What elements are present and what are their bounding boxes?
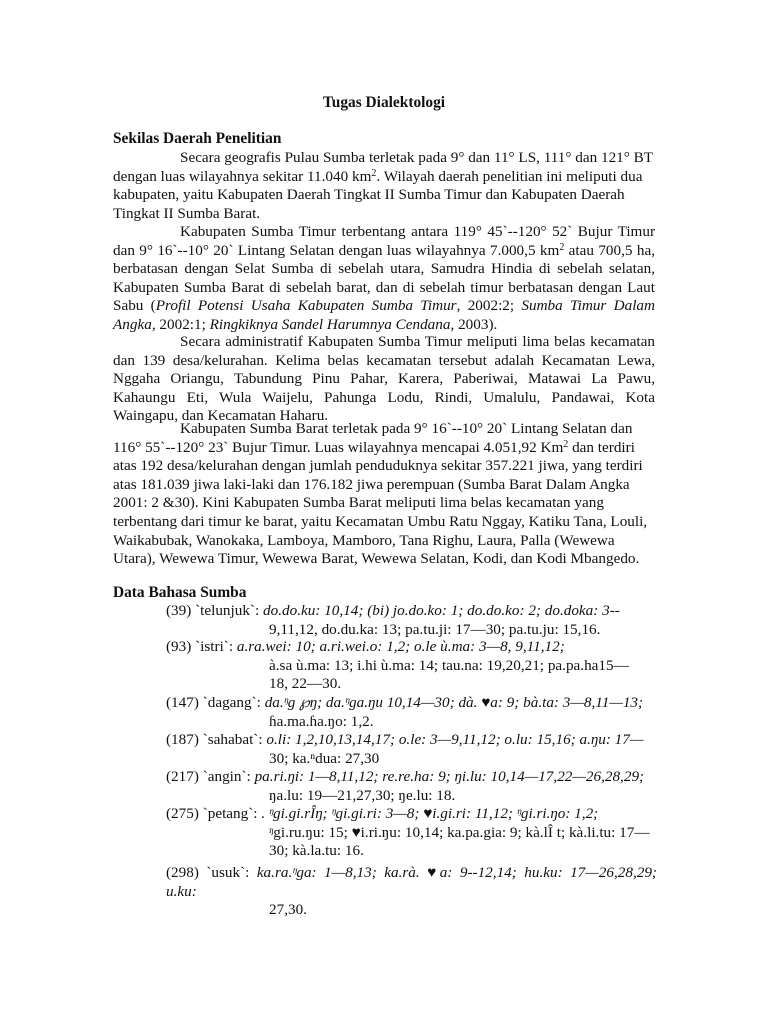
paragraph-4: [113, 420, 673, 569]
document-title: Tugas Dialektologi: [322, 94, 446, 111]
entry-line: (275) `petang`: . ᵑgi.gi.rÎŋ; ᵑgi.gi.ri: 3—8; ♥i.gi.ri: 11,12; ᵑgi.ri.ŋo: 1,2;: [166, 805, 599, 822]
section-heading-sekilas: Sekilas Daerah Penelitian: [113, 130, 282, 147]
entry-line: 30; kà.la.tu: 16.: [269, 842, 364, 860]
entry-line: (217) `angin`: pa.ri.ŋi: 1—8,11,12; re.re.ha: 9; ŋi.lu: 10,14—17,22—26,28,29;: [166, 768, 645, 785]
p1-line-4: Tingkat II Sumba Barat.: [113, 204, 261, 222]
entry-line: (298) `usuk`: ka.ra.ᵑga: 1—8,13; ka.rà. ♥a: 9--12,14; hu.ku: 17—26,28,29; u.ku:: [166, 864, 657, 900]
entry-298: [166, 864, 657, 920]
p4-line-8: Utara), Wewewa Timur, Wewewa Barat, Wewewa Selatan, Kodi, dan Kodi Mbangedo.: [113, 550, 640, 568]
entry-line: ŋa.lu: 19—21,27,30; ŋe.lu: 18.: [269, 786, 456, 804]
p4-line-3: atas 192 desa/kelurahan dengan jumlah penduduknya sekitar 357.221 jiwa, yang terdiri: [113, 457, 643, 475]
entry-line: (147) `dagang`: da.ᵑg ℘ŋ; da.ᵑga.ŋu 10,14—30; dà. ♥a: 9; bà.ta: 3—8,11—13;: [166, 694, 644, 711]
entry-187: [166, 731, 657, 768]
p1-line-2: dengan luas wilayahnya sekitar 11.040 $km^2$. Wilayah daerah penelitian ini meliputi dua: [113, 167, 643, 185]
paragraph-3: Secara administratif Kabupaten Sumba Timur meliputi lima belas kecamatan dan 139 desa/kelurahan. Kelima belas kecamatan tersebut adalah Kecamatan Lewa, Nggaha Oriangu, Tabundung Pinu Pahar, Karera, Paberiwai, Matawai La Pawu, Kahaungu Eti, Wula Waijelu, Pahunga Lodu, Rindi, Umalulu, Pandawai, Kota Waingapu, dan Kecamatan Haharu.: [113, 333, 655, 425]
entry-line: 18, 22—30.: [269, 675, 342, 693]
entry-line: ɦa.ma.ɦa.ŋo: 1,2.: [269, 712, 374, 730]
p4-line-7: Waikabubak, Wanokaka, Lamboya, Mamboro, Tana Righu, Laura, Palla (Wewewa: [113, 531, 615, 549]
entry-217: [166, 768, 657, 805]
entry-line: 30; ka.ⁿdua: 27,30: [269, 749, 380, 767]
entry-line: 27,30.: [269, 901, 307, 919]
entry-line: (93) `istri`: a.ra.wei: 10; a.ri.wei.o: 1,2; o.le ù.ma: 3—8, 9,11,12;: [166, 638, 565, 655]
p4-line-6: terbentang dari timur ke barat, yaitu Kecamatan Umbu Ratu Nggay, Katiku Tana, Louli,: [113, 512, 648, 530]
entry-line: ᵑgi.ru.ŋu: 15; ♥i.ri.ŋu: 10,14; ka.pa.gia: 9; kà.lÎ t; kà.li.tu: 17—: [269, 823, 650, 841]
paragraph-2: Kabupaten Sumba Timur terbentang antara 119° 45`--120° 52` Bujur Timur dan 9° 16`--10° 20` Lintang Selatan dengan luas wilayahnya 7.000,5 $km^2$ atau 700,5 ha, berbatasan dengan Selat Sumba di sebelah utara, Samudra Hindia di sebelah selatan, Kabupaten Sumba Barat di sebelah barat, dan di sebelah timur berbatasan dengan Laut Sabu (Profil Potensi Usaha Kabupaten Sumba Timur, 2002:2; Sumba Timur Dalam Angka, 2002:1; Ringkiknya Sandel Harumnya Cendana, 2003).: [113, 223, 655, 333]
p4-line-1: Kabupaten Sumba Barat terletak pada 9° 16`--10° 20` Lintang Selatan dan: [180, 420, 633, 437]
p4-line-2: 116° 55`--120° 23` Bujur Timur. Luas wilayahnya mencapai 4.051,92 Km$^2$ dan terdiri: [113, 438, 635, 456]
p4-line-5: 2001: 2 &30). Kini Kabupaten Sumba Barat meliputi lima belas kecamatan yang: [113, 494, 604, 512]
entry-39: [166, 602, 657, 639]
entry-147: [166, 694, 657, 731]
p1-line-3: kabupaten, yaitu Kabupaten Daerah Tingkat II Sumba Timur dan Kabupaten Daerah: [113, 186, 625, 204]
p1-line-1: Secara geografis Pulau Sumba terletak pada 9° dan 11° LS, 111° dan 121° BT: [180, 149, 654, 166]
entry-line: 9,11,12, do.du.ka: 13; pa.tu.ji: 17—30; pa.tu.ju: 15,16.: [269, 620, 601, 638]
paragraph-1: [113, 149, 673, 223]
section-heading-data-bahasa: Data Bahasa Sumba: [113, 584, 247, 601]
entry-93: [166, 638, 657, 694]
entry-line: à.sa ù.ma: 13; i.hi ù.ma: 14; tau.na: 19,20,21; pa.pa.ha15—: [269, 656, 629, 674]
entry-275: [166, 805, 657, 861]
entry-line: (187) `sahabat`: o.li: 1,2,10,13,14,17; o.le: 3—9,11,12; o.lu: 15,16; a.ŋu: 17—: [166, 731, 644, 748]
p4-line-4: atas 181.039 jiwa laki-laki dan 176.182 jiwa perempuan (Sumba Barat Dalam Angka: [113, 475, 630, 493]
entry-line: (39) `telunjuk`: do.do.ku: 10,14; (bi) jo.do.ko: 1; do.do.ko: 2; do.doka: 3--: [166, 602, 620, 619]
